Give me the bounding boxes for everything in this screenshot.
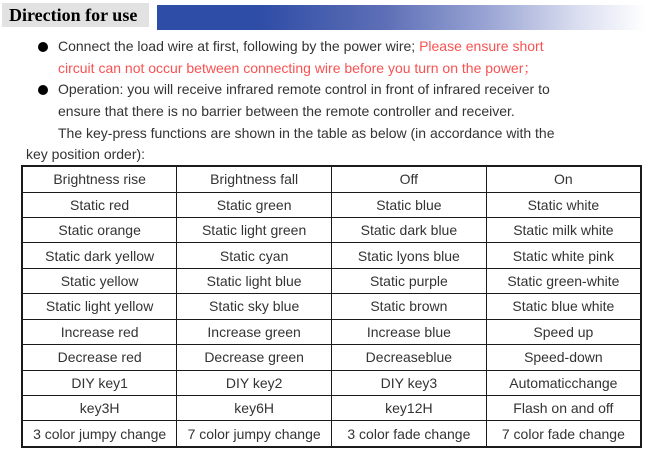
- table-row: [22, 166, 641, 192]
- table-cell: Static white: [486, 192, 641, 217]
- table-row: [22, 370, 641, 395]
- table-cell: Brightness rise: [22, 166, 177, 192]
- table-row: [22, 243, 641, 268]
- table-row: [22, 268, 641, 293]
- table-cell: 7 color fade change: [486, 421, 641, 447]
- bullet-icon: [38, 42, 48, 52]
- key-function-table-body: [22, 166, 641, 447]
- table-cell: Increase red: [22, 319, 177, 344]
- instruction-text: The key-press functions are shown in the table as below (in accordance with the: [58, 124, 555, 141]
- table-cell: Static white pink: [486, 243, 641, 268]
- table-cell: key3H: [22, 395, 177, 420]
- header-accent-bar: [157, 5, 666, 30]
- instruction-text: ensure that there is no barrier between the remote controller and receiver.: [58, 103, 515, 120]
- bullet-icon: [38, 85, 48, 95]
- table-cell: Static dark yellow: [22, 243, 177, 268]
- table-cell: Static lyons blue: [332, 243, 487, 268]
- table-cell: Increase green: [177, 319, 332, 344]
- key-function-table: [21, 165, 642, 448]
- table-cell: Static brown: [332, 294, 487, 319]
- table-cell: DIY key3: [332, 370, 487, 395]
- table-cell: key12H: [332, 395, 487, 420]
- table-cell: 7 color jumpy change: [177, 421, 332, 447]
- table-cell: 3 color jumpy change: [22, 421, 177, 447]
- table-cell: Static light blue: [177, 268, 332, 293]
- table-cell: Flash on and off: [486, 395, 641, 420]
- table-cell: Static blue: [332, 192, 487, 217]
- table-cell: Decrease red: [22, 345, 177, 370]
- table-cell: Static green-white: [486, 268, 641, 293]
- table-cell: Static dark blue: [332, 218, 487, 243]
- table-cell: Off: [332, 166, 487, 192]
- table-cell: key6H: [177, 395, 332, 420]
- instruction-text: key position order):: [26, 146, 146, 163]
- warning-text: circuit can not occur between connecting wire before you turn on the power；: [58, 59, 538, 76]
- bullet-item-2: [58, 79, 666, 101]
- table-cell: Static green: [177, 192, 332, 217]
- table-cell: Speed up: [486, 319, 641, 344]
- table-cell: Static light yellow: [22, 294, 177, 319]
- table-row: [22, 218, 641, 243]
- table-cell: Static yellow: [22, 268, 177, 293]
- table-cell: Static purple: [332, 268, 487, 293]
- table-row: [22, 421, 641, 447]
- warning-text: Please ensure short: [419, 38, 544, 54]
- table-row: [22, 294, 641, 319]
- table-cell: Static sky blue: [177, 294, 332, 319]
- table-row: [22, 395, 641, 420]
- table-cell: Static orange: [22, 218, 177, 243]
- table-cell: Brightness fall: [177, 166, 332, 192]
- table-cell: DIY key2: [177, 370, 332, 395]
- bullet-item-1: [58, 36, 666, 58]
- table-cell: Static light green: [177, 218, 332, 243]
- table-row: [22, 192, 641, 217]
- table-cell: Speed-down: [486, 345, 641, 370]
- instruction-text: Connect the load wire at first, following by the power wire;: [58, 38, 420, 54]
- table-cell: Automaticchange: [486, 370, 641, 395]
- instructions: [0, 36, 666, 166]
- table-row: [22, 345, 641, 370]
- table-row: [22, 319, 641, 344]
- section-title: Direction for use: [2, 3, 149, 27]
- table-cell: Decreaseblue: [332, 345, 487, 370]
- table-cell: Static milk white: [486, 218, 641, 243]
- table-cell: Static red: [22, 192, 177, 217]
- instruction-text: Operation: you will receive infrared remote control in front of infrared receiver to: [58, 81, 550, 98]
- table-cell: 3 color fade change: [332, 421, 487, 447]
- table-cell: Static cyan: [177, 243, 332, 268]
- table-cell: Increase blue: [332, 319, 487, 344]
- table-cell: DIY key1: [22, 370, 177, 395]
- table-cell: Decrease green: [177, 345, 332, 370]
- table-cell: Static blue white: [486, 294, 641, 319]
- table-cell: On: [486, 166, 641, 192]
